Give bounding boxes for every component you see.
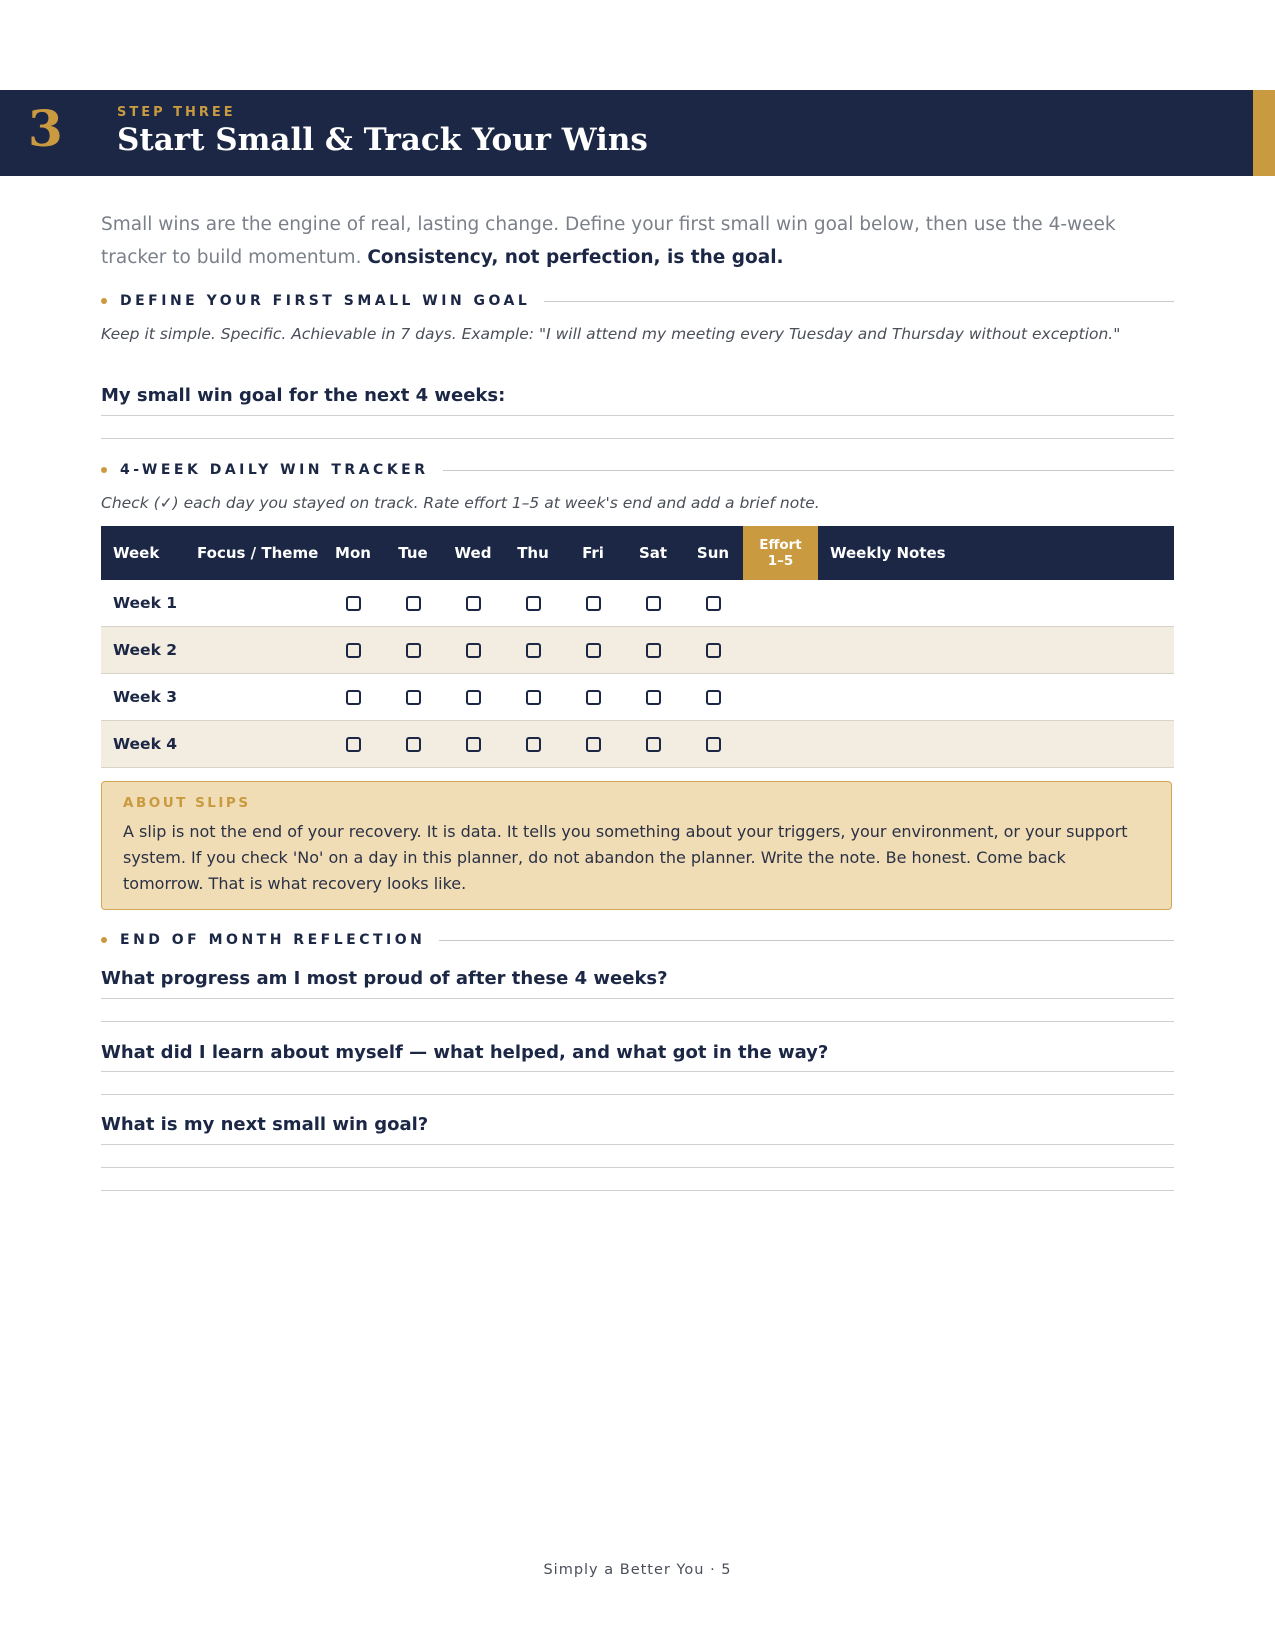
reflection-write-line[interactable] <box>101 998 1174 999</box>
reflection-write-line[interactable] <box>101 1094 1174 1095</box>
goal-hint: Keep it simple. Specific. Achievable in 7 days. Example: "I will attend my meeting every Tuesday and Thursday without exception." <box>101 325 1121 343</box>
reflection-write-line[interactable] <box>101 1190 1174 1191</box>
notes-cell[interactable] <box>818 627 1174 674</box>
table-row <box>101 674 1174 721</box>
section-label: END OF MONTH REFLECTION <box>120 932 426 948</box>
table-row <box>101 721 1174 768</box>
page-title: Start Small & Track Your Wins <box>117 122 648 158</box>
checkbox[interactable] <box>526 643 541 658</box>
effort-range: 1–5 <box>767 553 794 569</box>
about-slips-callout <box>101 781 1172 910</box>
reflection-question-3: What is my next small win goal? <box>101 1114 429 1135</box>
checkbox[interactable] <box>646 737 661 752</box>
checkbox[interactable] <box>646 643 661 658</box>
section-label: 4-WEEK DAILY WIN TRACKER <box>120 462 429 478</box>
tracker-header-row <box>101 526 1174 580</box>
col-fri: Fri <box>563 526 623 580</box>
col-focus: Focus / Theme <box>185 526 323 580</box>
checkbox[interactable] <box>526 737 541 752</box>
checkbox[interactable] <box>346 643 361 658</box>
col-tue: Tue <box>383 526 443 580</box>
checkbox[interactable] <box>466 643 481 658</box>
col-week: Week <box>101 526 185 580</box>
section-heading-goal <box>101 291 1174 311</box>
week-label: Week 1 <box>101 580 185 627</box>
checkbox[interactable] <box>406 596 421 611</box>
checkbox[interactable] <box>406 690 421 705</box>
checkbox[interactable] <box>706 643 721 658</box>
section-rule <box>544 301 1174 302</box>
focus-cell[interactable] <box>185 674 323 721</box>
table-row <box>101 580 1174 627</box>
accent-bar <box>1253 90 1275 176</box>
checkbox[interactable] <box>526 690 541 705</box>
intro-emphasis: Consistency, not perfection, is the goal. <box>367 247 784 268</box>
checkbox[interactable] <box>706 596 721 611</box>
intro-text: Small wins are the engine of real, lasting change. Define your first small win goal below, then use the 4-week tracker to build momentum. <box>101 214 1116 268</box>
section-rule <box>439 940 1174 941</box>
win-tracker-table <box>101 526 1174 768</box>
checkbox[interactable] <box>466 737 481 752</box>
checkbox[interactable] <box>406 737 421 752</box>
notes-cell[interactable] <box>818 674 1174 721</box>
effort-label: Effort <box>759 537 802 553</box>
checkbox[interactable] <box>706 737 721 752</box>
focus-cell[interactable] <box>185 580 323 627</box>
notes-cell[interactable] <box>818 580 1174 627</box>
col-thu: Thu <box>503 526 563 580</box>
checkbox[interactable] <box>586 596 601 611</box>
checkbox[interactable] <box>586 737 601 752</box>
col-notes: Weekly Notes <box>818 526 1174 580</box>
col-effort <box>743 526 818 580</box>
reflection-question-1: What progress am I most proud of after these 4 weeks? <box>101 968 668 989</box>
table-row <box>101 627 1174 674</box>
callout-kicker: ABOUT SLIPS <box>123 795 251 811</box>
focus-cell[interactable] <box>185 721 323 768</box>
checkbox[interactable] <box>346 737 361 752</box>
col-mon: Mon <box>323 526 383 580</box>
checkbox[interactable] <box>526 596 541 611</box>
checkbox[interactable] <box>646 596 661 611</box>
checkbox[interactable] <box>646 690 661 705</box>
week-label: Week 4 <box>101 721 185 768</box>
step-banner <box>0 90 1275 176</box>
checkbox[interactable] <box>706 690 721 705</box>
col-sat: Sat <box>623 526 683 580</box>
bullet-dot-icon <box>101 937 107 943</box>
reflection-write-line[interactable] <box>101 1021 1174 1022</box>
checkbox[interactable] <box>346 690 361 705</box>
checkbox[interactable] <box>466 596 481 611</box>
reflection-write-line[interactable] <box>101 1144 1174 1145</box>
reflection-write-line[interactable] <box>101 1167 1174 1168</box>
week-label: Week 3 <box>101 674 185 721</box>
effort-cell[interactable] <box>743 674 818 721</box>
step-kicker: STEP THREE <box>117 105 236 120</box>
reflection-write-line[interactable] <box>101 1071 1174 1072</box>
section-rule <box>443 470 1174 471</box>
section-heading-tracker <box>101 460 1174 480</box>
reflection-question-2: What did I learn about myself — what helped, and what got in the way? <box>101 1042 829 1063</box>
effort-cell[interactable] <box>743 580 818 627</box>
page-footer: Simply a Better You · 5 <box>543 1562 732 1578</box>
notes-cell[interactable] <box>818 721 1174 768</box>
checkbox[interactable] <box>406 643 421 658</box>
checkbox[interactable] <box>346 596 361 611</box>
callout-body: A slip is not the end of your recovery. It is data. It tells you something about your triggers, your environment, or your support system. If you check 'No' on a day in this planner, do not abandon the planner. Write the note. Be honest. Come back tomorrow. That is what recovery looks like. <box>123 822 1128 893</box>
effort-cell[interactable] <box>743 627 818 674</box>
section-label: DEFINE YOUR FIRST SMALL WIN GOAL <box>120 293 531 309</box>
week-label: Week 2 <box>101 627 185 674</box>
col-sun: Sun <box>683 526 743 580</box>
step-number: 3 <box>28 99 63 158</box>
goal-write-line[interactable] <box>101 415 1174 416</box>
checkbox[interactable] <box>466 690 481 705</box>
bullet-dot-icon <box>101 298 107 304</box>
tracker-hint: Check (✓) each day you stayed on track. Rate effort 1–5 at week's end and add a brief note. <box>101 494 820 512</box>
col-wed: Wed <box>443 526 503 580</box>
checkbox[interactable] <box>586 643 601 658</box>
section-heading-reflection <box>101 930 1174 950</box>
checkbox[interactable] <box>586 690 601 705</box>
focus-cell[interactable] <box>185 627 323 674</box>
goal-prompt: My small win goal for the next 4 weeks: <box>101 385 506 406</box>
intro-paragraph <box>101 208 1174 274</box>
bullet-dot-icon <box>101 467 107 473</box>
goal-write-line[interactable] <box>101 438 1174 439</box>
effort-cell[interactable] <box>743 721 818 768</box>
